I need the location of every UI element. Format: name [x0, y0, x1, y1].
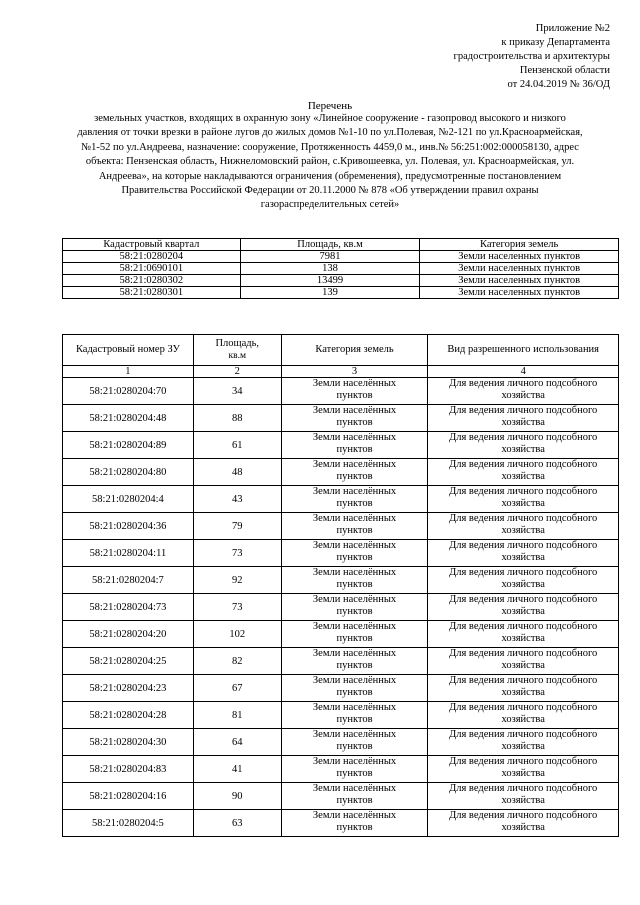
table-row [63, 810, 619, 837]
category-line: Земли населённых [312, 675, 397, 686]
area-cell: 90 [193, 783, 281, 810]
quarter-cell: 58:21:0280302 [63, 275, 241, 287]
permitted-use-line: хозяйства [501, 740, 545, 752]
cadastral-number-cell: 58:21:0280204:7 [63, 567, 194, 594]
permitted-use-line: Для ведения личного подсобного [449, 405, 598, 416]
permitted-use-cell [428, 459, 619, 486]
document-description: земельных участков, входящих в охранную зону «Линейное сооружение - газопровод высокого и низкого давления от точки врезки в районе лугов до жилых домов №1-10 по ул.Полевая, №2-121 по ул.Красноармейская, №1-52 по ул.Андреева, назначение: сооружение, Протяженность 4459,0 м., инв.№ 56:251:002:000058130, адрес объекта: Пензенская область, Нижнеломовский район, с.Кривошеевка, ул. Полевая, ул. Красноармейская, ул. Андреева», на которые накладываются ограничения (обременения), предусмотренные постановлением Правительства Российской Федерации от 20.11.2000 № 878 «Об утверждении правил охраны газораспределительных сетей» [77, 113, 583, 211]
table-row [63, 621, 619, 648]
category-cell [281, 459, 428, 486]
table-row [63, 251, 619, 263]
category-line: Земли населённых [312, 459, 397, 470]
category-cell [281, 729, 428, 756]
permitted-use-cell [428, 513, 619, 540]
permitted-use-line: хозяйства [501, 659, 545, 671]
table-row [63, 783, 619, 810]
permitted-use-line: Для ведения личного подсобного [449, 567, 598, 578]
permitted-use-line: хозяйства [501, 632, 545, 644]
table-row [63, 648, 619, 675]
category-cell [281, 567, 428, 594]
category-cell [281, 621, 428, 648]
area-cell: 79 [193, 513, 281, 540]
category-line: пунктов [336, 740, 373, 752]
permitted-use-line: Для ведения личного подсобного [449, 675, 598, 686]
category-cell [281, 540, 428, 567]
header-area: Площадь, кв.м [240, 239, 420, 251]
cadastral-number-cell: 58:21:0280204:25 [63, 648, 194, 675]
permitted-use-line: Для ведения личного подсобного [449, 621, 598, 632]
cadastral-number-cell: 58:21:0280204:4 [63, 486, 194, 513]
area-cell: 7981 [240, 251, 420, 263]
category-line: пунктов [336, 659, 373, 671]
permitted-use-cell [428, 567, 619, 594]
table-row [63, 275, 619, 287]
category-line: пунктов [336, 578, 373, 590]
permitted-use-line: хозяйства [501, 416, 545, 428]
category-cell [281, 405, 428, 432]
permitted-use-line: Для ведения личного подсобного [449, 432, 598, 443]
table-row [63, 594, 619, 621]
permitted-use-line: хозяйства [501, 497, 545, 509]
table-row [63, 513, 619, 540]
header-quarter: Кадастровый квартал [63, 239, 241, 251]
header-cadastral-number: Кадастровый номер ЗУ [63, 335, 194, 366]
header-area-line: Площадь, [215, 338, 260, 349]
header-area [193, 335, 281, 366]
permitted-use-cell [428, 621, 619, 648]
category-line: пунктов [336, 524, 373, 536]
category-line: Земли населённых [312, 702, 397, 713]
category-line: пунктов [336, 686, 373, 698]
permitted-use-cell [428, 540, 619, 567]
category-line: пунктов [336, 470, 373, 482]
cadastral-number-cell: 58:21:0280204:70 [63, 378, 194, 405]
category-line: пунктов [336, 713, 373, 725]
permitted-use-cell [428, 486, 619, 513]
category-line: Земли населённых [312, 594, 397, 605]
permitted-use-cell [428, 594, 619, 621]
category-line: Земли населённых [312, 729, 397, 740]
area-cell: 73 [193, 540, 281, 567]
area-cell: 138 [240, 263, 420, 275]
appendix-line: от 24.04.2019 № 36/ОД [507, 79, 610, 90]
permitted-use-cell [428, 756, 619, 783]
category-cell [281, 378, 428, 405]
category-line: Земли населённых [312, 648, 397, 659]
permitted-use-line: хозяйства [501, 605, 545, 617]
permitted-use-line: хозяйства [501, 524, 545, 536]
category-cell [281, 486, 428, 513]
category-line: Земли населённых [312, 756, 397, 767]
permitted-use-line: Для ведения личного подсобного [449, 783, 598, 794]
appendix-line: градостроительства и архитектуры [453, 51, 610, 62]
table-row [63, 675, 619, 702]
permitted-use-line: хозяйства [501, 767, 545, 779]
quarter-cell: 58:21:0280301 [63, 287, 241, 299]
cadastral-number-cell: 58:21:0280204:83 [63, 756, 194, 783]
appendix-line: Пензенской области [519, 65, 610, 76]
area-cell: 92 [193, 567, 281, 594]
category-cell [281, 702, 428, 729]
permitted-use-line: Для ведения личного подсобного [449, 459, 598, 470]
permitted-use-cell [428, 405, 619, 432]
category-cell [281, 756, 428, 783]
table-row [63, 729, 619, 756]
cadastral-number-cell: 58:21:0280204:28 [63, 702, 194, 729]
appendix-header [390, 22, 610, 92]
area-cell: 67 [193, 675, 281, 702]
area-cell: 82 [193, 648, 281, 675]
appendix-line: Приложение №2 [535, 23, 610, 34]
area-cell: 63 [193, 810, 281, 837]
category-cell: Земли населенных пунктов [420, 263, 619, 275]
cadastral-number-cell: 58:21:0280204:89 [63, 432, 194, 459]
category-line: Земли населённых [312, 378, 397, 389]
category-line: Земли населённых [312, 810, 397, 821]
header-category: Категория земель [420, 239, 619, 251]
quarter-cell: 58:21:0280204 [63, 251, 241, 263]
permitted-use-line: хозяйства [501, 443, 545, 455]
category-line: Земли населённых [312, 513, 397, 524]
table-row [63, 486, 619, 513]
permitted-use-line: хозяйства [501, 578, 545, 590]
area-cell: 41 [193, 756, 281, 783]
column-number: 2 [193, 366, 281, 378]
category-line: Земли населённых [312, 405, 397, 416]
permitted-use-line: хозяйства [501, 470, 545, 482]
category-line: пунктов [336, 632, 373, 644]
appendix-line: к приказу Департамента [501, 37, 610, 48]
category-cell [281, 675, 428, 702]
category-line: пунктов [336, 794, 373, 806]
cadastral-number-cell: 58:21:0280204:80 [63, 459, 194, 486]
permitted-use-line: Для ведения личного подсобного [449, 513, 598, 524]
table-row [63, 756, 619, 783]
quarters-table [62, 238, 619, 299]
category-line: пунктов [336, 605, 373, 617]
cadastral-number-cell: 58:21:0280204:30 [63, 729, 194, 756]
permitted-use-line: Для ведения личного подсобного [449, 378, 598, 389]
area-cell: 73 [193, 594, 281, 621]
permitted-use-line: Для ведения личного подсобного [449, 702, 598, 713]
area-cell: 13499 [240, 275, 420, 287]
permitted-use-line: хозяйства [501, 794, 545, 806]
header-category: Категория земель [281, 335, 428, 366]
area-cell: 102 [193, 621, 281, 648]
cadastral-number-cell: 58:21:0280204:11 [63, 540, 194, 567]
area-cell: 34 [193, 378, 281, 405]
table-row [63, 459, 619, 486]
permitted-use-line: хозяйства [501, 551, 545, 563]
permitted-use-line: хозяйства [501, 389, 545, 401]
cadastral-number-cell: 58:21:0280204:73 [63, 594, 194, 621]
permitted-use-line: Для ведения личного подсобного [449, 648, 598, 659]
category-cell [281, 594, 428, 621]
cadastral-number-cell: 58:21:0280204:5 [63, 810, 194, 837]
permitted-use-line: Для ведения личного подсобного [449, 810, 598, 821]
category-cell: Земли населенных пунктов [420, 251, 619, 263]
permitted-use-line: Для ведения личного подсобного [449, 486, 598, 497]
category-line: Земли населённых [312, 621, 397, 632]
area-cell: 43 [193, 486, 281, 513]
column-number: 1 [63, 366, 194, 378]
category-cell [281, 513, 428, 540]
quarter-cell: 58:21:0690101 [63, 263, 241, 275]
category-line: пунктов [336, 551, 373, 563]
area-cell: 81 [193, 702, 281, 729]
table-row [63, 540, 619, 567]
cadastral-number-cell: 58:21:0280204:20 [63, 621, 194, 648]
permitted-use-line: Для ведения личного подсобного [449, 729, 598, 740]
permitted-use-line: хозяйства [501, 821, 545, 833]
category-line: пунктов [336, 443, 373, 455]
permitted-use-cell [428, 648, 619, 675]
category-cell: Земли населенных пунктов [420, 287, 619, 299]
permitted-use-line: хозяйства [501, 713, 545, 725]
permitted-use-line: Для ведения личного подсобного [449, 540, 598, 551]
category-line: Земли населённых [312, 486, 397, 497]
category-line: пунктов [336, 497, 373, 509]
category-line: пунктов [336, 821, 373, 833]
cadastral-number-cell: 58:21:0280204:23 [63, 675, 194, 702]
category-line: Земли населённых [312, 567, 397, 578]
category-cell [281, 810, 428, 837]
document-title: Перечень [307, 100, 353, 112]
table-row [63, 405, 619, 432]
permitted-use-cell [428, 810, 619, 837]
category-line: Земли населённых [312, 540, 397, 551]
permitted-use-line: Для ведения личного подсобного [449, 594, 598, 605]
permitted-use-cell [428, 432, 619, 459]
permitted-use-cell [428, 783, 619, 810]
category-cell: Земли населенных пунктов [420, 275, 619, 287]
area-cell: 88 [193, 405, 281, 432]
cadastral-number-cell: 58:21:0280204:48 [63, 405, 194, 432]
area-cell: 64 [193, 729, 281, 756]
cadastral-number-cell: 58:21:0280204:36 [63, 513, 194, 540]
table-row [63, 432, 619, 459]
area-cell: 139 [240, 287, 420, 299]
category-cell [281, 648, 428, 675]
category-cell [281, 432, 428, 459]
permitted-use-cell [428, 702, 619, 729]
category-line: Земли населённых [312, 432, 397, 443]
table-row [63, 378, 619, 405]
table-row [63, 263, 619, 275]
permitted-use-line: хозяйства [501, 686, 545, 698]
permitted-use-line: Для ведения личного подсобного [449, 756, 598, 767]
column-number: 4 [428, 366, 619, 378]
category-line: пунктов [336, 416, 373, 428]
cadastral-number-cell: 58:21:0280204:16 [63, 783, 194, 810]
table-row [63, 702, 619, 729]
parcels-table [62, 334, 619, 837]
header-permitted-use: Вид разрешенного использования [428, 335, 619, 366]
category-line: пунктов [336, 767, 373, 779]
permitted-use-cell [428, 378, 619, 405]
table-row [63, 567, 619, 594]
area-cell: 61 [193, 432, 281, 459]
category-line: пунктов [336, 389, 373, 401]
permitted-use-cell [428, 729, 619, 756]
parcels-header-row [63, 335, 619, 366]
column-number-row [63, 366, 619, 378]
table-row [63, 287, 619, 299]
category-line: Земли населённых [312, 783, 397, 794]
header-area-unit: кв.м [228, 351, 246, 361]
area-cell: 48 [193, 459, 281, 486]
category-cell [281, 783, 428, 810]
quarters-header-row [63, 239, 619, 251]
column-number: 3 [281, 366, 428, 378]
permitted-use-cell [428, 675, 619, 702]
